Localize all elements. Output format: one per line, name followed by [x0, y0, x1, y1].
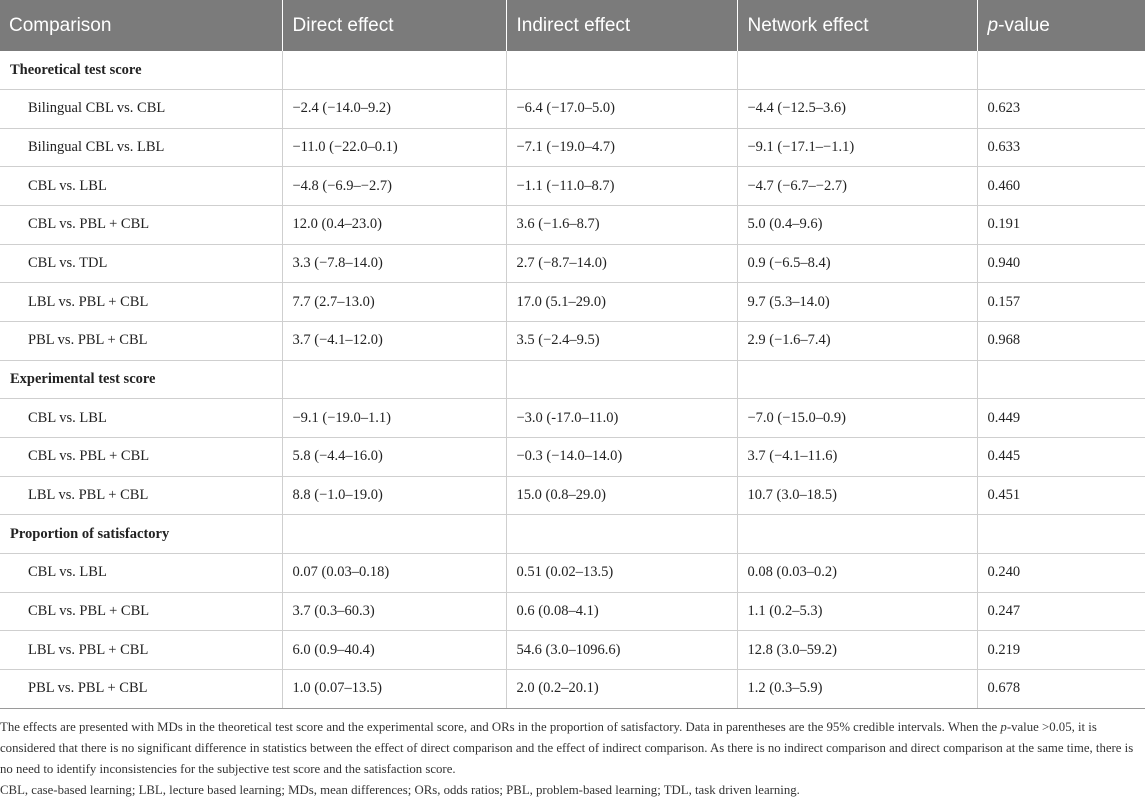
section-title: Theoretical test score — [0, 51, 282, 90]
cell-indirect-effect: 3.6 (−1.6–8.7) — [506, 206, 737, 245]
cell-p-value: 0.219 — [977, 631, 1145, 670]
cell-comparison: LBL vs. PBL + CBL — [0, 283, 282, 322]
cell-p-value: 0.449 — [977, 399, 1145, 438]
cell-comparison: CBL vs. LBL — [0, 167, 282, 206]
table-row — [0, 399, 1145, 438]
empty-cell — [977, 51, 1145, 90]
footnote-abbreviations: CBL, case-based learning; LBL, lecture based learning; MDs, mean differences; ORs, odds ratios; PBL, problem-based learning; TDL, task driven learning. — [0, 782, 800, 797]
cell-network-effect: −7.0 (−15.0–0.9) — [737, 399, 977, 438]
cell-p-value: 0.191 — [977, 206, 1145, 245]
cell-p-value: 0.240 — [977, 554, 1145, 593]
cell-indirect-effect: −0.3 (−14.0–14.0) — [506, 438, 737, 477]
empty-cell — [506, 51, 737, 90]
empty-cell — [977, 360, 1145, 399]
table-row — [0, 670, 1145, 709]
cell-network-effect: 2.9 (−1.6–7.4) — [737, 322, 977, 361]
section-row — [0, 360, 1145, 399]
cell-p-value: 0.157 — [977, 283, 1145, 322]
cell-indirect-effect: 54.6 (3.0–1096.6) — [506, 631, 737, 670]
header-comparison: Comparison — [9, 14, 112, 36]
cell-indirect-effect: −3.0 (-17.0–11.0) — [506, 399, 737, 438]
table-footnotes — [0, 709, 1145, 801]
cell-direct-effect: 12.0 (0.4–23.0) — [282, 206, 506, 245]
header-direct-effect: Direct effect — [282, 0, 506, 51]
cell-direct-effect: 0.07 (0.03–0.18) — [282, 554, 506, 593]
cell-comparison: CBL vs. LBL — [0, 399, 282, 438]
cell-comparison: CBL vs. TDL — [0, 244, 282, 283]
table-row — [0, 206, 1145, 245]
table-row — [0, 592, 1145, 631]
cell-network-effect: −9.1 (−17.1–−1.1) — [737, 128, 977, 167]
cell-direct-effect: −4.8 (−6.9–−2.7) — [282, 167, 506, 206]
cell-indirect-effect: −7.1 (−19.0–4.7) — [506, 128, 737, 167]
cell-direct-effect: −11.0 (−22.0–0.1) — [282, 128, 506, 167]
cell-direct-effect: 1.0 (0.07–13.5) — [282, 670, 506, 709]
cell-direct-effect: 6.0 (0.9–40.4) — [282, 631, 506, 670]
empty-cell — [737, 515, 977, 554]
cell-network-effect: 0.9 (−6.5–8.4) — [737, 244, 977, 283]
header-row — [0, 0, 1145, 51]
cell-network-effect: 9.7 (5.3–14.0) — [737, 283, 977, 322]
cell-p-value: 0.247 — [977, 592, 1145, 631]
cell-p-value: 0.940 — [977, 244, 1145, 283]
cell-indirect-effect: 0.6 (0.08–4.1) — [506, 592, 737, 631]
empty-cell — [737, 360, 977, 399]
cell-p-value: 0.678 — [977, 670, 1145, 709]
cell-direct-effect: −2.4 (−14.0–9.2) — [282, 90, 506, 129]
cell-comparison: Bilingual CBL vs. CBL — [0, 90, 282, 129]
cell-indirect-effect: 17.0 (5.1–29.0) — [506, 283, 737, 322]
cell-direct-effect: 8.8 (−1.0–19.0) — [282, 476, 506, 515]
cell-direct-effect: 5.8 (−4.4–16.0) — [282, 438, 506, 477]
cell-comparison: CBL vs. PBL + CBL — [0, 438, 282, 477]
cell-p-value: 0.623 — [977, 90, 1145, 129]
cell-direct-effect: 3.7 (0.3–60.3) — [282, 592, 506, 631]
cell-p-value: 0.451 — [977, 476, 1145, 515]
empty-cell — [977, 515, 1145, 554]
section-title: Experimental test score — [0, 360, 282, 399]
cell-direct-effect: 7.7 (2.7–13.0) — [282, 283, 506, 322]
header-network-effect: Network effect — [737, 0, 977, 51]
section-row — [0, 51, 1145, 90]
footnote-description: The effects are presented with MDs in the theoretical test score and the experimental score, and ORs in the proportion of satisfactory. Data in parentheses are the 95% credible intervals. When the p-value >0.05, it is considered that there is no significant difference in statistics between the effect of direct comparison and the effect of indirect comparison. As there is no indirect comparison and direct comparison at the same time, there is no need to identify inconsistencies for the subjective test score and the satisfaction score. — [0, 719, 1134, 776]
cell-indirect-effect: 2.0 (0.2–20.1) — [506, 670, 737, 709]
cell-indirect-effect: 3.5 (−2.4–9.5) — [506, 322, 737, 361]
cell-p-value: 0.633 — [977, 128, 1145, 167]
table-row — [0, 554, 1145, 593]
cell-network-effect: −4.4 (−12.5–3.6) — [737, 90, 977, 129]
cell-network-effect: 5.0 (0.4–9.6) — [737, 206, 977, 245]
cell-comparison: Bilingual CBL vs. LBL — [0, 128, 282, 167]
cell-network-effect: 0.08 (0.03–0.2) — [737, 554, 977, 593]
cell-indirect-effect: −6.4 (−17.0–5.0) — [506, 90, 737, 129]
cell-direct-effect: −9.1 (−19.0–1.1) — [282, 399, 506, 438]
empty-cell — [282, 51, 506, 90]
table-row — [0, 128, 1145, 167]
cell-comparison: CBL vs. LBL — [0, 554, 282, 593]
cell-p-value: 0.460 — [977, 167, 1145, 206]
table-row — [0, 283, 1145, 322]
table-row — [0, 438, 1145, 477]
table-row — [0, 631, 1145, 670]
table-row — [0, 322, 1145, 361]
header-p-value: p-value — [977, 0, 1145, 51]
cell-comparison: PBL vs. PBL + CBL — [0, 322, 282, 361]
cell-network-effect: −4.7 (−6.7–−2.7) — [737, 167, 977, 206]
cell-network-effect: 1.1 (0.2–5.3) — [737, 592, 977, 631]
section-title: Proportion of satisfactory — [0, 515, 282, 554]
cell-comparison: CBL vs. PBL + CBL — [0, 206, 282, 245]
cell-comparison: LBL vs. PBL + CBL — [0, 476, 282, 515]
empty-cell — [506, 360, 737, 399]
cell-p-value: 0.445 — [977, 438, 1145, 477]
cell-network-effect: 10.7 (3.0–18.5) — [737, 476, 977, 515]
table-body — [0, 51, 1145, 708]
cell-network-effect: 3.7 (−4.1–11.6) — [737, 438, 977, 477]
empty-cell — [282, 360, 506, 399]
empty-cell — [282, 515, 506, 554]
cell-indirect-effect: 2.7 (−8.7–14.0) — [506, 244, 737, 283]
cell-indirect-effect: 0.51 (0.02–13.5) — [506, 554, 737, 593]
cell-direct-effect: 3.7 (−4.1–12.0) — [282, 322, 506, 361]
empty-cell — [737, 51, 977, 90]
cell-indirect-effect: 15.0 (0.8–29.0) — [506, 476, 737, 515]
table-row — [0, 476, 1145, 515]
table-row — [0, 90, 1145, 129]
cell-direct-effect: 3.3 (−7.8–14.0) — [282, 244, 506, 283]
header-indirect-effect: Indirect effect — [506, 0, 737, 51]
cell-network-effect: 1.2 (0.3–5.9) — [737, 670, 977, 709]
cell-indirect-effect: −1.1 (−11.0–8.7) — [506, 167, 737, 206]
cell-comparison: CBL vs. PBL + CBL — [0, 592, 282, 631]
cell-comparison: PBL vs. PBL + CBL — [0, 670, 282, 709]
empty-cell — [506, 515, 737, 554]
cell-comparison: LBL vs. PBL + CBL — [0, 631, 282, 670]
section-row — [0, 515, 1145, 554]
table-row — [0, 244, 1145, 283]
cell-p-value: 0.968 — [977, 322, 1145, 361]
table-row — [0, 167, 1145, 206]
cell-network-effect: 12.8 (3.0–59.2) — [737, 631, 977, 670]
